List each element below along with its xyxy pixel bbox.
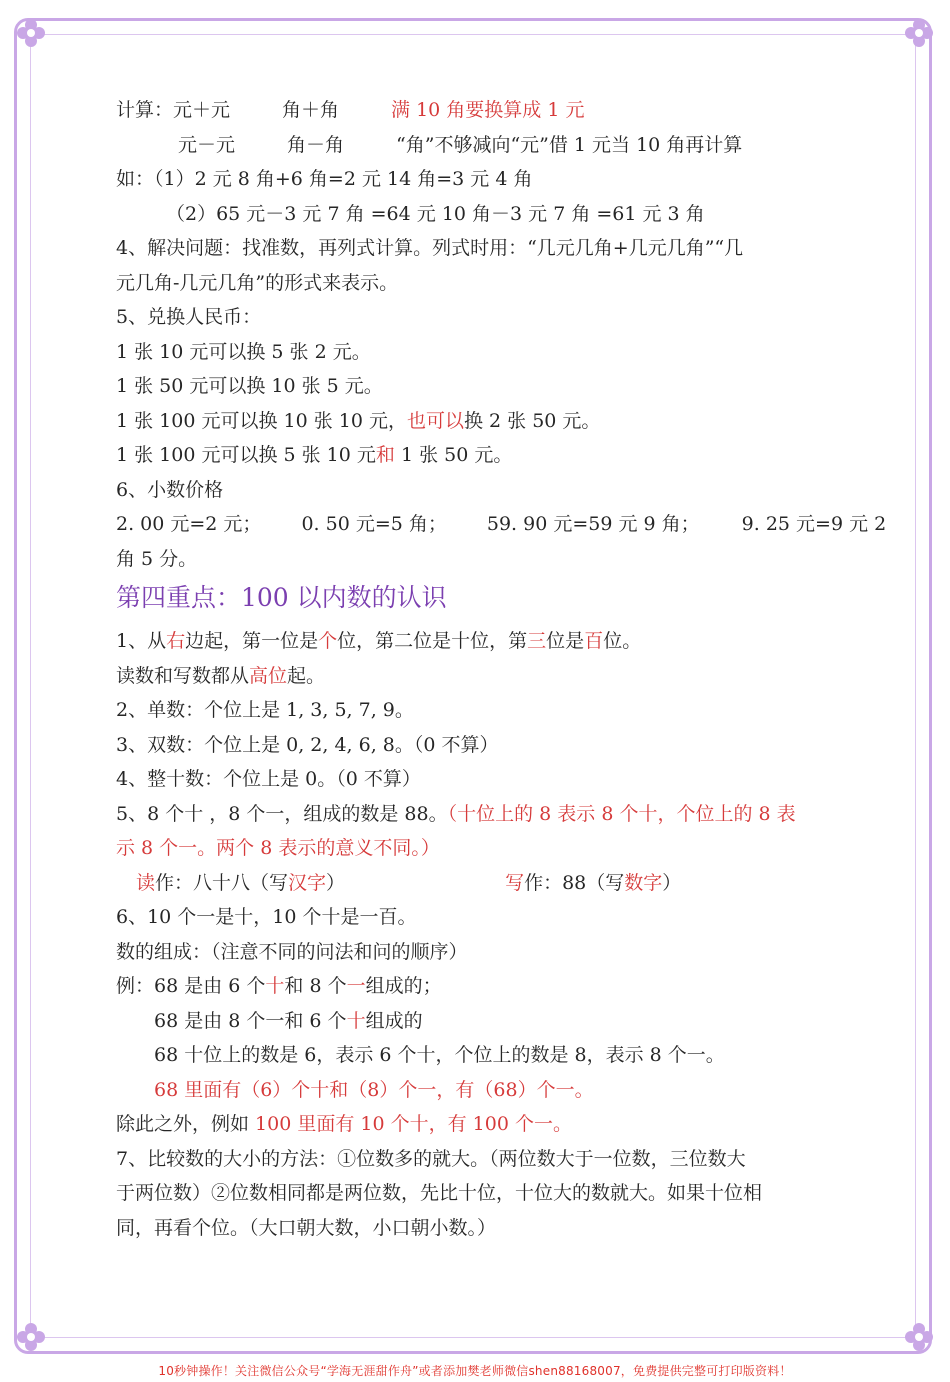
- flower-icon: [16, 1322, 46, 1352]
- text-line: 1 张 100 元可以换 5 张 10 元和 1 张 50 元。: [116, 444, 513, 466]
- text-segment: 三: [527, 630, 547, 652]
- text-segment: 组成的: [365, 1009, 423, 1032]
- text-segment: 起。: [287, 664, 326, 687]
- text-segment: 数的组成：（注意不同的问法和问的顺序）: [116, 940, 468, 963]
- text-line: [116, 624, 836, 659]
- example-line-1: 如：（1）2 元 8 角+6 角=2 元 14 角=3 元 4 角: [116, 168, 533, 190]
- text-line: [116, 900, 836, 935]
- text-segment: 于两位数）②位数相同都是两位数，先比十位，十位大的数就大。如果十位相: [116, 1182, 763, 1204]
- read-segment: ）: [326, 871, 346, 894]
- text-segment: 3、双数：个位上是 0, 2, 4, 6, 8。（0 不算）: [116, 733, 499, 756]
- text-line: 1 张 100 元可以换 10 张 10 元，也可以换 2 张 50 元。: [116, 409, 601, 432]
- text-line: [116, 1073, 836, 1108]
- text-line: [116, 1004, 836, 1039]
- text-segment: 6、10 个一是十，10 个十是一百。: [116, 906, 417, 928]
- write-segment: 作：88（写: [524, 871, 625, 894]
- section-body: [116, 624, 836, 1245]
- text-segment: 位。: [603, 630, 642, 652]
- calc-line-sub: 元－元 角－角 “角”不够减向“元”借 1 元当 10 角再计算: [178, 133, 743, 156]
- example-line-2: （2）65 元－3 元 7 角 =64 元 10 角－3 元 7 角 =61 元 3 角: [166, 202, 705, 225]
- text-segment: 百: [584, 630, 604, 652]
- text-segment: 十: [346, 1009, 366, 1032]
- text-segment: 和 8 个: [284, 975, 347, 997]
- text-line: [116, 1176, 836, 1211]
- read-segment: 作：八十八（写: [155, 871, 289, 894]
- text-segment: 组成的；: [365, 975, 442, 997]
- text-segment: 高位: [249, 664, 288, 687]
- text-segment: 68 是由 8 个一和 6 个: [154, 1009, 347, 1032]
- text-segment: 十: [265, 975, 285, 997]
- text-line: [116, 1142, 836, 1177]
- write-segment: 数字: [624, 871, 663, 894]
- text-segment: 位是: [546, 630, 585, 652]
- text-line: [116, 935, 836, 970]
- text-segment: 边起，第一位是: [185, 630, 319, 652]
- text-line: [116, 762, 836, 797]
- price-line: 2. 00 元=2 元； 0. 50 元=5 角； 59. 90 元=59 元 9 角； 9. 25 元=9 元 2: [116, 513, 887, 535]
- text-segment: 例：68 是由 6 个: [116, 975, 266, 997]
- text-segment: 4、整十数：个位上是 0。（0 不算）: [116, 768, 421, 790]
- text-segment: 一: [346, 975, 366, 997]
- text-segment: 68 里面有（6）个十和（8）个一，有（68）个一。: [154, 1078, 594, 1101]
- text-segment: 位，第二位是十位，第: [337, 630, 528, 652]
- text-line: [116, 659, 836, 694]
- footer-notice: 10秒钟操作！关注微信公众号“学海无涯甜作舟”或者添加樊老师微信shen88168007，免费提供完整可打印版资料！: [158, 1364, 792, 1378]
- text-line: 元几角-几元几角”的形式来表示。: [116, 271, 399, 294]
- section-heading: 第四重点：100 以内数的认识: [116, 583, 447, 612]
- text-segment: 1、从: [116, 630, 167, 652]
- text-line: [116, 866, 836, 901]
- text-segment: 68 十位上的数是 6，表示 6 个十，个位上的数是 8，表示 8 个一。: [154, 1044, 725, 1066]
- text-segment: 2、单数：个位上是 1, 3, 5, 7, 9。: [116, 699, 414, 721]
- text-line: 1 张 50 元可以换 10 张 5 元。: [116, 375, 383, 397]
- flower-icon: [904, 1322, 934, 1352]
- text-segment: 7、比较数的大小的方法：①位数多的就大。（两位数大于一位数，三位数大: [116, 1147, 746, 1170]
- text-segment: 100 里面有 10 个十，有 100 个一。: [255, 1113, 572, 1135]
- text-line: [116, 1107, 836, 1142]
- content-body: [116, 93, 887, 1245]
- text-segment: 示 8 个一。两个 8 表示的意义不同。）: [116, 837, 440, 859]
- text-line: 5、兑换人民币：: [116, 306, 262, 328]
- text-line: [116, 831, 836, 866]
- text-line: 4、解决问题：找准数，再列式计算。列式时用：“几元几角+几元几角”“几: [116, 237, 744, 259]
- text-segment: 除此之外，例如: [116, 1113, 256, 1135]
- flower-icon: [904, 18, 934, 48]
- text-line: [116, 797, 836, 832]
- read-segment: 汉字: [288, 871, 327, 894]
- text-line: [116, 1211, 836, 1246]
- read-segment: 读: [136, 871, 156, 894]
- text-line: 1 张 10 元可以换 5 张 2 元。: [116, 340, 371, 363]
- text-segment: 5、8 个十 ，8 个一，组成的数是 88。: [116, 802, 448, 825]
- write-segment: 写: [505, 871, 525, 894]
- flower-icon: [16, 18, 46, 48]
- text-line: [116, 728, 836, 763]
- calc-line-add: 计算：元＋元 角＋角 满 10 角要换算成 1 元: [116, 99, 585, 121]
- text-segment: 右: [166, 630, 186, 652]
- text-segment: （十位上的 8 表示 8 个十，个位上的 8 表: [447, 802, 796, 825]
- text-segment: 同，再看个位。（大口朝大数，小口朝小数。）: [116, 1216, 497, 1239]
- text-segment: 读数和写数都从: [116, 664, 250, 687]
- text-line: 角 5 分。: [116, 547, 198, 570]
- text-line: [116, 1038, 836, 1073]
- text-line: [116, 693, 836, 728]
- text-line: 6、小数价格: [116, 478, 224, 501]
- write-segment: ）: [662, 871, 682, 894]
- text-line: [116, 969, 836, 1004]
- text-segment: 个: [318, 630, 338, 652]
